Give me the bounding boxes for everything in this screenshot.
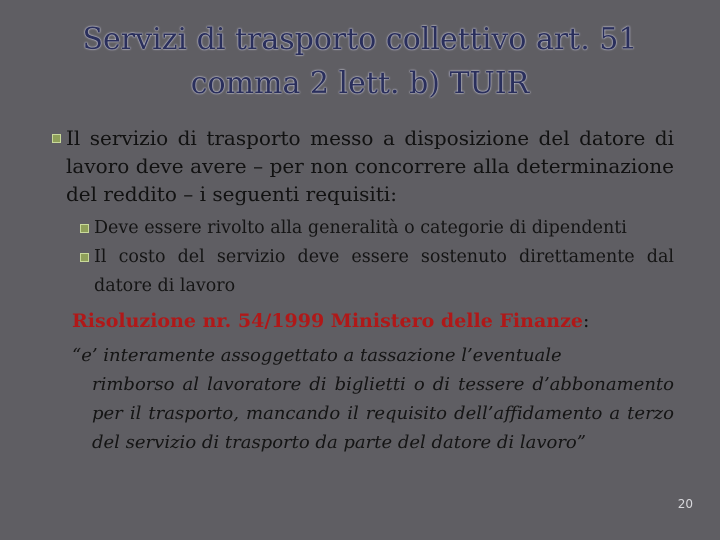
resolution-colon: : xyxy=(582,310,590,332)
main-bullet-text: Il servizio di trasporto messo a disposizione del datore di lavoro deve avere – per non concorrere alla determinazione del reddito – i seguenti requisiti: xyxy=(66,126,674,206)
slide-body xyxy=(52,124,674,457)
slide-title xyxy=(40,18,680,106)
main-bullet xyxy=(52,124,674,208)
square-bullet-icon xyxy=(52,134,61,143)
resolution-quote xyxy=(52,341,674,457)
quote-rest: rimborso al lavoratore di biglietti o di tessere d’abbonamento per il trasporto, mancando il requisito dell’affidamento a terzo del servizio di trasporto da parte del datore di lavoro” xyxy=(92,374,674,453)
square-bullet-icon xyxy=(80,253,89,262)
quote-first-line: “e’ interamente assoggettato a tassazione l’eventuale xyxy=(72,345,562,366)
resolution-heading xyxy=(52,307,674,335)
slide-title-line-2: comma 2 lett. b) TUIR xyxy=(190,66,530,101)
requirement-item xyxy=(52,214,674,243)
slide-title-line-1: Servizi di trasporto collettivo art. 51 xyxy=(82,22,638,57)
requirement-text: Il costo del servizio deve essere sostenuto direttamente dal datore di lavoro xyxy=(94,247,674,296)
slide-number: 20 xyxy=(677,497,693,511)
requirement-item xyxy=(52,243,674,301)
resolution-label: Risoluzione nr. 54/1999 Ministero delle Finanze xyxy=(72,310,583,332)
square-bullet-icon xyxy=(80,224,89,233)
requirement-text: Deve essere rivolto alla generalità o categorie di dipendenti xyxy=(94,218,627,238)
